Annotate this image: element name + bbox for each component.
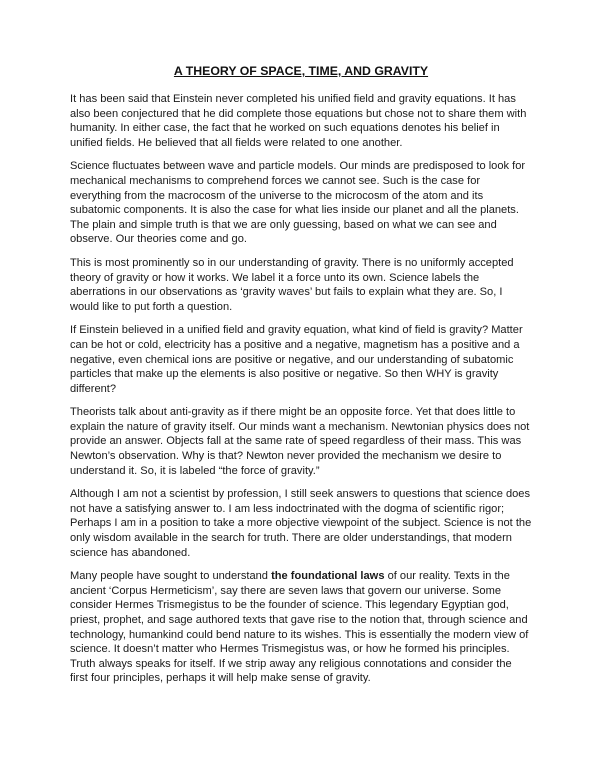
paragraph-understanding-gravity: This is most prominently so in our understanding of gravity. There is no uniformly accepted theory of gravity or how it works. We label it a force unto its own. Science labels the aberrations in our observations as ‘gravity waves’ but fails to explain what they are. So, I would like to put forth a question. — [70, 256, 514, 313]
foundational-laws-emphasis: the foundational laws — [271, 570, 385, 583]
paragraph-author-perspective: Although I am not a scientist by profession, I still seek answers to questions that science does not have a satisfying answer to. I am less indoctrinated with the dogma of scientific rigor; Perhaps I am in a position to take a more objective viewpoint of the subject. Science is not the only wisdom available in the search for truth. There are older understandings, that modern science has abandoned. — [70, 488, 532, 559]
paragraph-wave-particle-models: Science fluctuates between wave and particle models. Our minds are predisposed to look for mechanical mechanisms to comprehend forces we cannot see. Such is the case for everything from the macrocosm of the universe to the microcosm of the atom and its subatomic components. It is also the case for what lies inside our planet and all the planets. The plain and simple truth is that we are only guessing, based on what we can see and observe. Our theories come and go. — [70, 160, 526, 246]
hermetic-text-before: Many people have sought to understand — [70, 570, 272, 583]
paragraph-hermetic-laws — [70, 569, 532, 686]
paragraph-einstein-unified-field: It has been said that Einstein never completed his unified field and gravity equations. It has also been conjectured that he did complete those equations but chose not to share them with humanity. In either case, the fact that he worked on such equations denotes his belief in unified fields. He believed that all fields were related to one another. — [70, 93, 527, 149]
paragraph-anti-gravity: Theorists talk about anti-gravity as if there might be an opposite force. Yet that does little to explain the nature of gravity itself. Our minds want a mechanism. Newtonian physics does not provide an answer. Objects fall at the same rate of speed regardless of their mass. This was Newton’s observation. Why is that? Newton never provided the mechanism we desire to understand it. So, it is labeled “the force of gravity.” — [70, 406, 530, 477]
hermetic-text-after: of our reality. Texts in the ancient ‘Corpus Hermeticism’, say there are seven laws that govern our universe. Some consider Hermes Trismegistus to be the founder of science. This legendary Egyptian god, priest, prophet, and sage authored texts that gave rise to the notion that, through science and technology, humankind could bend nature to its wishes. This is essentially the modern view of science. It doesn’t matter who Hermes Trismegistus was, or how he formed his principles. Truth always speaks for itself. If we strip away any religious connotations and consider the first four principles, perhaps it will help make sense of gravity. — [70, 570, 529, 685]
paragraph-field-polarity: If Einstein believed in a unified field and gravity equation, what kind of field is gravity? Matter can be hot or cold, electricity has a positive and a negative, magnetism has a positive and a negative, even chemical ions are positive or negative, and our understanding of subatomic particles that make up the elements is also positive or negative. So then WHY is gravity different? — [70, 324, 523, 395]
document-title: A THEORY OF SPACE, TIME, AND GRAVITY — [173, 64, 429, 78]
document-body — [70, 64, 532, 695]
